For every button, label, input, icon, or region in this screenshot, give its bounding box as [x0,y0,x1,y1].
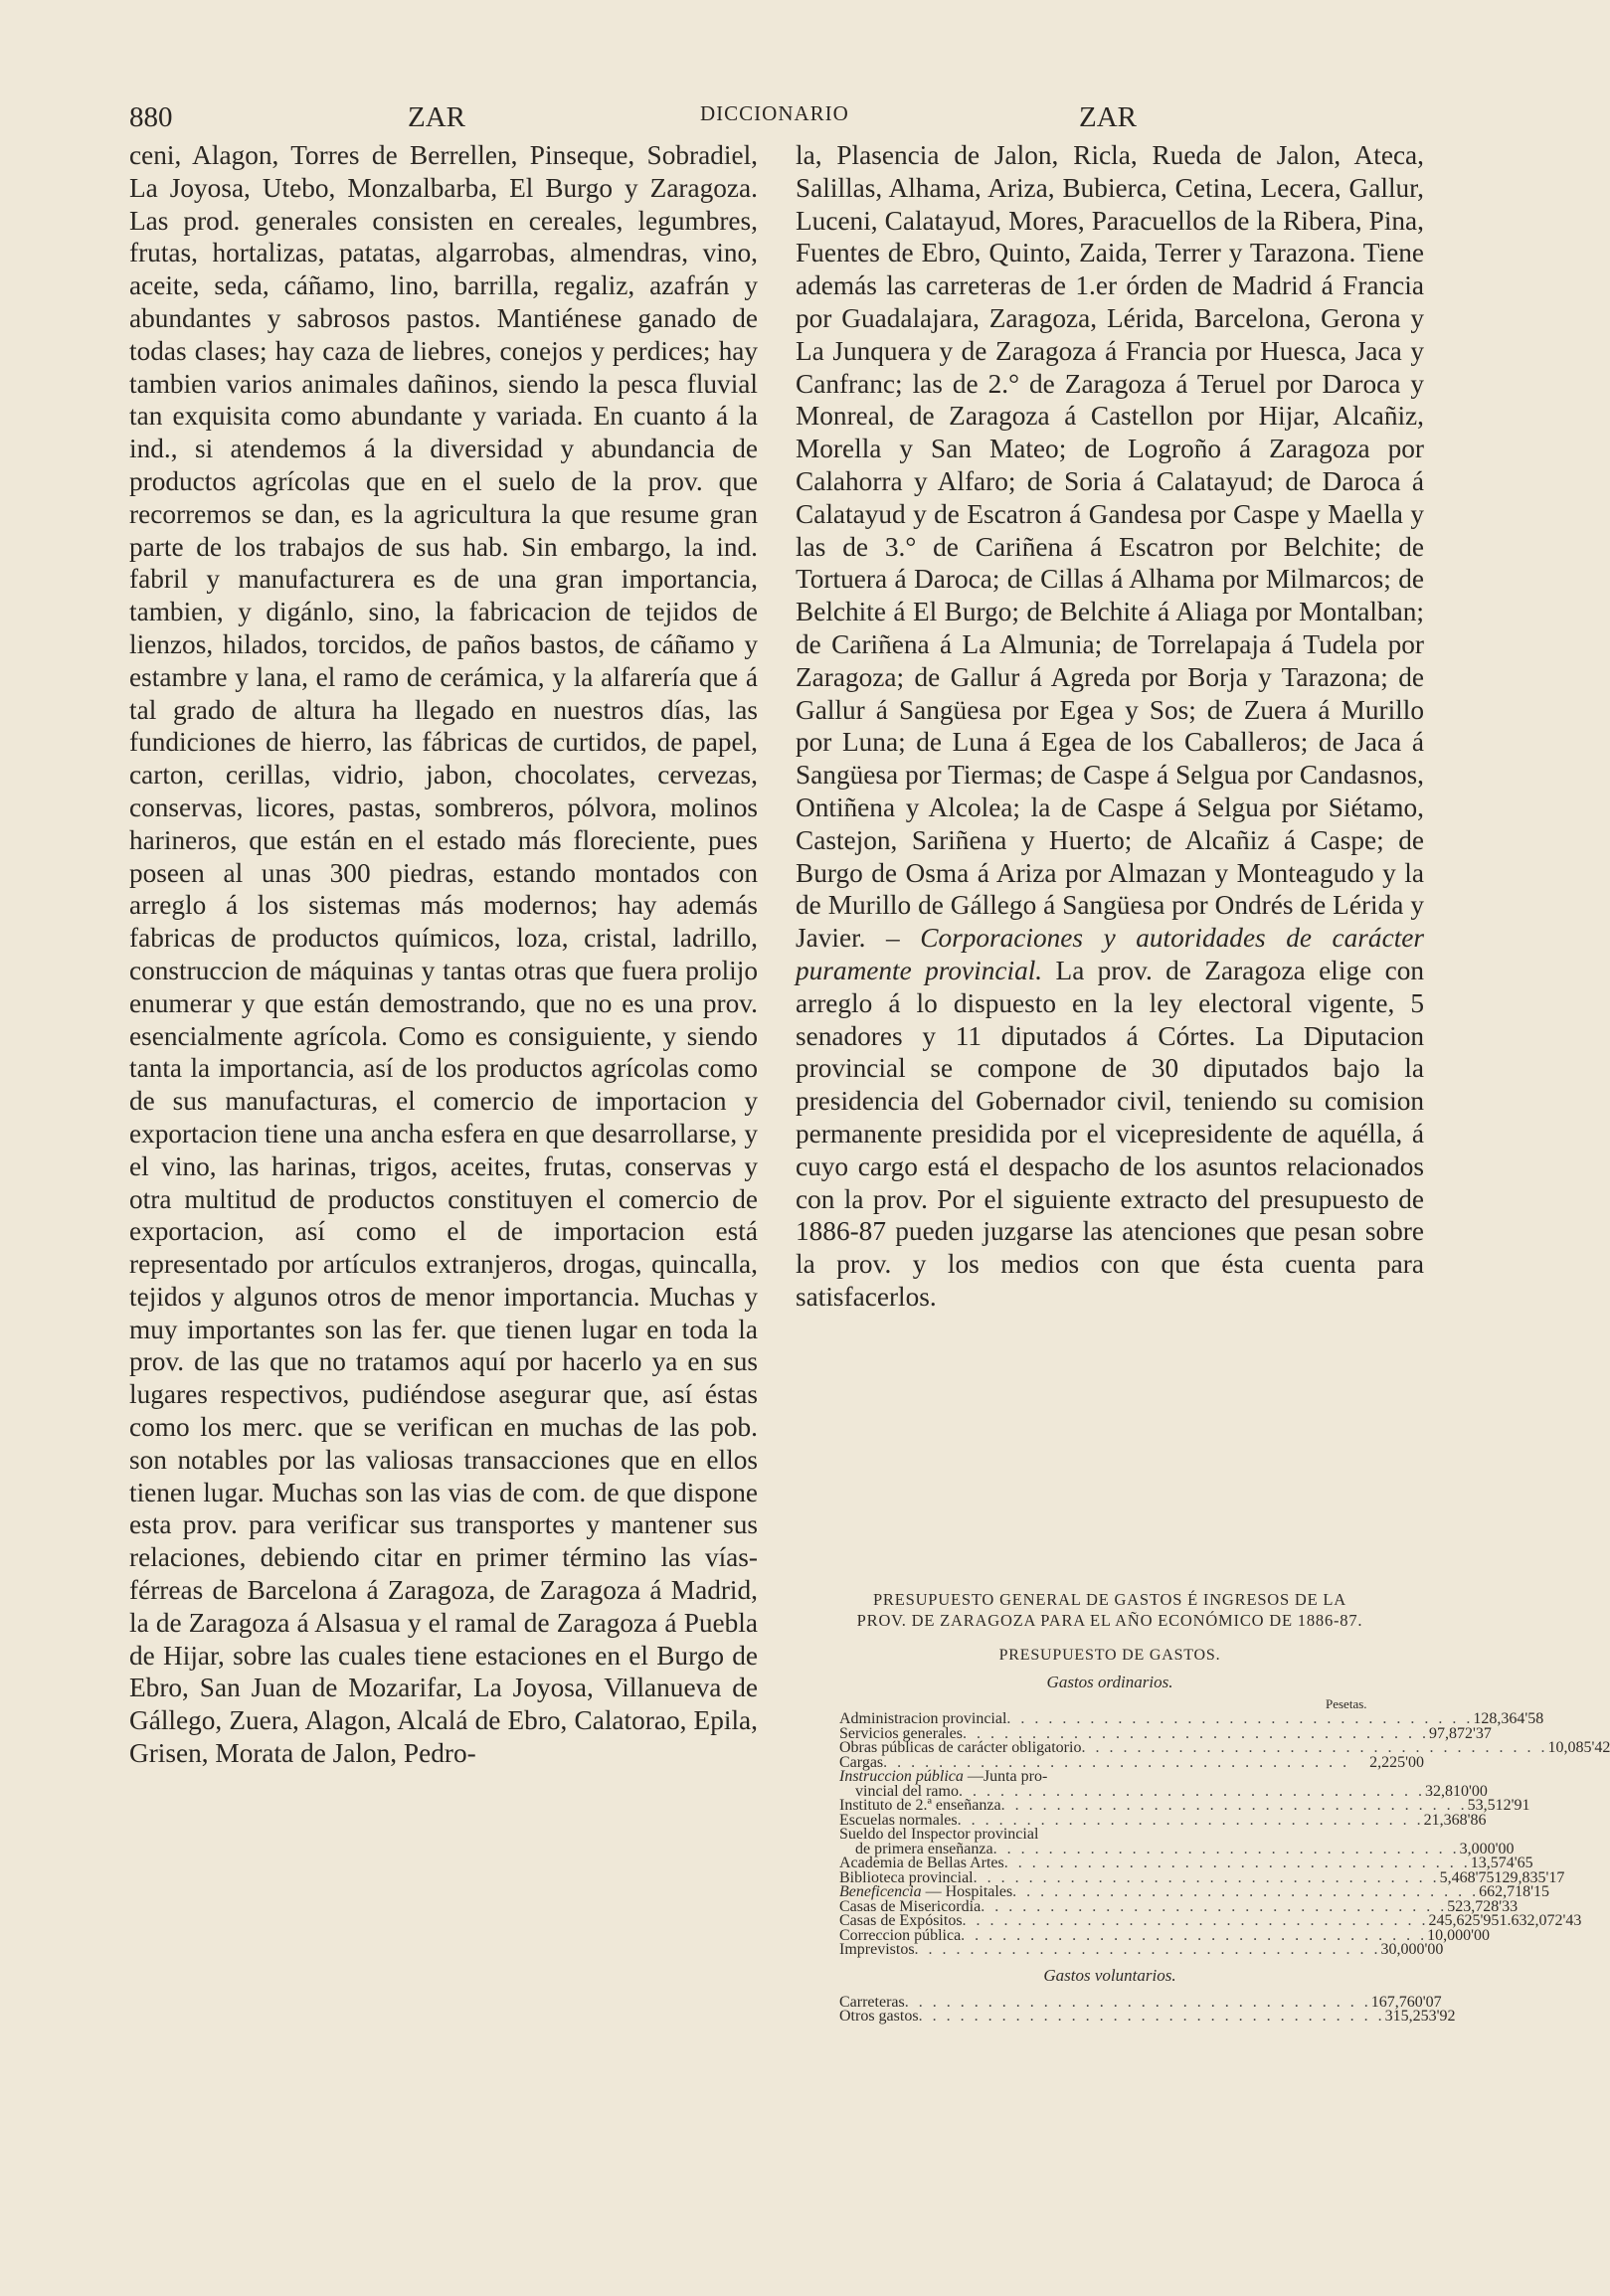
currency-header: Pesetas. [1326,1696,1367,1711]
table-row: Correccion pública . . . . . . . . . . . . . . . . . . . . . . . . . . . . . . . . . . 10,000'00 [839,1926,1491,1944]
budget-table [796,1589,1610,2025]
left-column [129,139,758,1770]
header-title: DICCIONARIO [700,101,849,125]
table-row: Sueldo del Inspector provincial [839,1826,1039,1843]
table-row: Casas de Misericordia . . . . . . . . . . . . . . . . . . . . . . . . . . . . . . . . . . 523,728'33 [839,1897,1519,1915]
table-row: Obras públicas de carácter obligatorio . . . . . . . . . . . . . . . . . . . . . . . . . . . . . . . . . . 10,085'42 [839,1739,1610,1756]
table-row: Academia de Bellas Artes . . . . . . . . . . . . . . . . . . . . . . . . . . . . . . . . . . 13,574'65 [839,1854,1533,1871]
page-number: 880 [129,101,173,133]
right-keyword: ZAR [1079,101,1137,133]
table-row: de primera enseñanza . . . . . . . . . . . . . . . . . . . . . . . . . . . . . . . . . . 3,000'00 [855,1840,1515,1857]
table-row: Instruccion pública —Junta pro- [839,1768,1048,1785]
left-column-text: ceni, Alagon, Torres de Berrellen, Pinseque, Sobradiel, La Joyosa, Utebo, Monzalbarba, El Burgo y Zaragoza. Las prod. generales consisten en cereales, legumbres, frutas, hortalizas, patatas, algarrobas, almendras, vino, aceite, seda, cáñamo, lino, barrilla, regaliz, azafrán y abundantes y sabrosos pastos. Mantiénese ganado de todas clases; hay caza de liebres, conejos y perdices; hay tambien varios animales dañinos, siendo la pesca fluvial tan exquisita como abundante y variada. En cuanto á la ind., si atendemos á la diversidad y abundancia de productos agrícolas que en el suelo de la prov. que recorremos se dan, es la agricultura la que resume gran parte de los trabajos de sus hab. Sin embargo, la ind. fabril y manufacturera es de una gran importancia, tambien, y digánlo, sino, la fabricacion de tejidos de lienzos, hilados, torcidos, de paños bastos, de cáñamo y estambre y lana, el ramo de cerámica, y la alfarería que á tal grado de altura ha llegado en nuestros días, las fundiciones de hierro, las fábricas de curtidos, de papel, carton, cerillas, vidrio, jabon, chocolates, cervezas, conservas, licores, pastas, sombreros, pólvora, molinos harineros, que están en el estado más floreciente, pues poseen al unas 300 piedras, estando montados con arreglo á los sistemas más modernos; hay además fabricas de productos químicos, loza, cristal, ladrillo, construccion de máquinas y tantas otras que fuera prolijo enumerar y que están demostrando, que no es una prov. esencialmente agrícola. Como es consiguiente, y siendo tanta la importancia, así de los productos agrícolas como de sus manufacturas, el comercio de importacion y exportacion tiene una ancha esfera en que desarrollarse, y el vino, las harinas, trigos, aceites, frutas, conservas y otra multitud de productos constituyen el comercio de exportacion, así como el de importacion está representado por artículos extranjeros, drogas, quincalla, tejidos y algunos otros de menor importancia. Muchas y muy importantes son las fer. que tienen lugar en toda la prov. de las que no tratamos aquí por hacerlo ya en sus lugares respectivos, pudiéndose asegurar que, así éstas como los merc. que se verifican en muchas de las pob. son notables por las valiosas transacciones que en ellos tienen lugar. Muchas son las vias de com. de que dispone esta prov. para verificar sus transportes y mantener sus relaciones, debiendo citar en primer término las vías-férreas de Barcelona á Zaragoza, de Zaragoza á Madrid, la de Zaragoza á Alsasua y el ramal de Zaragoza á Puebla de Hijar, sobre las cuales tiene estaciones en el Burgo de Ebro, San Juan de Mozarifar, La Joyosa, Villanueva de Gállego, Zuera, Alagon, Alcalá de Ebro, Calatorao, Epila, Grisen, Morata de Jalon, Pedro- [129,140,758,1769]
table-row: Imprevistos . . . . . . . . . . . . . . . . . . . . . . . . . . . . . . . . . . 30,000'00 [839,1941,1444,1958]
right-column-paragraph [796,139,1424,1314]
table-row: Cargas . . . . . . . . . . . . . . . . . . . . . . . . . . . . . . . . . . 2,225'00 [839,1753,1424,1771]
table-row: Biblioteca provincial . . . . . . . . . . . . . . . . . . . . . . . . . . . . . . . . . . 5,468'75 129,835'17 [839,1868,1565,1886]
left-keyword: ZAR [408,101,465,133]
table-row: Beneficencia — Hospitales . . . . . . . . . . . . . . . . . . . . . . . . . . . . . . . . . . 662,718'15 [839,1883,1550,1900]
table-row: Carreteras . . . . . . . . . . . . . . . . . . . . . . . . . . . . . . . . . . 167,760'07 [839,1993,1442,2011]
table-row: Administracion provincial . . . . . . . . . . . . . . . . . . . . . . . . . . . . . . . . . . 128,364'58 [839,1710,1544,1727]
budget-title [796,1589,1424,1631]
table-row: vincial del ramo . . . . . . . . . . . . . . . . . . . . . . . . . . . . . . . . . . 32,810'00 [855,1782,1488,1800]
right-column [796,139,1424,1314]
right-column-text-b: La prov. de Zaragoza elige con arreglo á lo dispuesto en la ley electoral vigente, 5 senadores y 11 diputados á Córtes. La Diputacion provincial se compone de 30 diputados bajo la presidencia del Gobernador civil, teniendo su comision permanente presidida por el vicepresidente de aquélla, á cuyo cargo está el despacho de los asuntos relacionados con la prov. Por el siguiente extracto del presupuesto de 1886-87 pueden juzgarse las atenciones que pesan sobre la prov. y los medios con que ésta cuenta para satisfacerlos. [796,955,1424,1312]
table-row: Casas de Expósitos . . . . . . . . . . . . . . . . . . . . . . . . . . . . . . . . . . 245,625'95 1.632,072'43 [839,1912,1582,1929]
table-row: Escuelas normales . . . . . . . . . . . . . . . . . . . . . . . . . . . . . . . . . . 21,368'86 [839,1811,1487,1829]
right-column-text-a: la, Plasencia de Jalon, Ricla, Rueda de Jalon, Ateca, Salillas, Alhama, Ariza, Bubierca, Cetina, Lecera, Gallur, Luceni, Calatayud, Mores, Paracuellos de la Ribera, Pina, Fuentes de Ebro, Quinto, Zaida, Terrer y Tarazona. Tiene además las carreteras de 1.er órden de Madrid á Francia por Guadalajara, Zaragoza, Lérida, Barcelona, Gerona y La Junquera y de Zaragoza á Francia por Huesca, Jaca y Canfranc; las de 2.° de Zaragoza á Teruel por Daroca y Monreal, de Zaragoza á Castellon por Hijar, Alcañiz, Morella y San Mateo; de Logroño á Zaragoza por Calahorra y Alfaro; de Soria á Calatayud; de Daroca á Calatayud y de Escatron á Gandesa por Caspe y Maella y las de 3.° de Cariñena á Escatron por Belchite; de Tortuera á Daroca; de Cillas á Alhama por Milmarcos; de Belchite á El Burgo; de Belchite á Aliaga por Montalban; de Cariñena á La Almunia; de Torrelapaja á Tudela por Zaragoza; de Gallur á Agreda por Borja y Tarazona; de Gallur á Sangüesa por Egea y Sos; de Zuera á Murillo por Luna; de Luna á Egea de los Caballeros; de Jaca á Sangüesa por Tiermas; de Caspe á Selgua por Candasnos, Ontiñena y Alcolea; la de Caspe á Selgua por Siétamo, Castejon, Sariñena y Huerto; de Alcañiz á Caspe; de Burgo de Osma á Ariza por Almazan y Monteagudo y la de Murillo de Gállego á Sangüesa por Ondrés de Lérida y Javier. – [796,140,1424,954]
table-row: Servicios generales . . . . . . . . . . . . . . . . . . . . . . . . . . . . . . . . . . 97,872'37 [839,1724,1492,1742]
voluntary-expenses-heading: Gastos voluntarios. [1043,1965,1176,1985]
table-row: Instituto de 2.ª enseñanza . . . . . . . . . . . . . . . . . . . . . . . . . . . . . . . . . . 53,512'91 [839,1797,1530,1814]
budget-subtitle: PRESUPUESTO DE GASTOS. [998,1647,1221,1664]
table-row: Otros gastos . . . . . . . . . . . . . . . . . . . . . . . . . . . . . . . . . . 315,253'92 [839,2008,1456,2025]
section-heading-corporaciones: Corporaciones y autoridades de carácter puramente provincial. [796,923,1425,985]
budget-title-line2: PROV. DE ZARAGOZA PARA EL AÑO ECONÓMICO DE 1886-87. [856,1611,1363,1630]
running-header [129,101,1432,141]
budget-title-line1: PRESUPUESTO GENERAL DE GASTOS É INGRESOS DE LA [872,1590,1347,1609]
ordinary-expenses-heading: Gastos ordinarios. [1046,1673,1173,1691]
